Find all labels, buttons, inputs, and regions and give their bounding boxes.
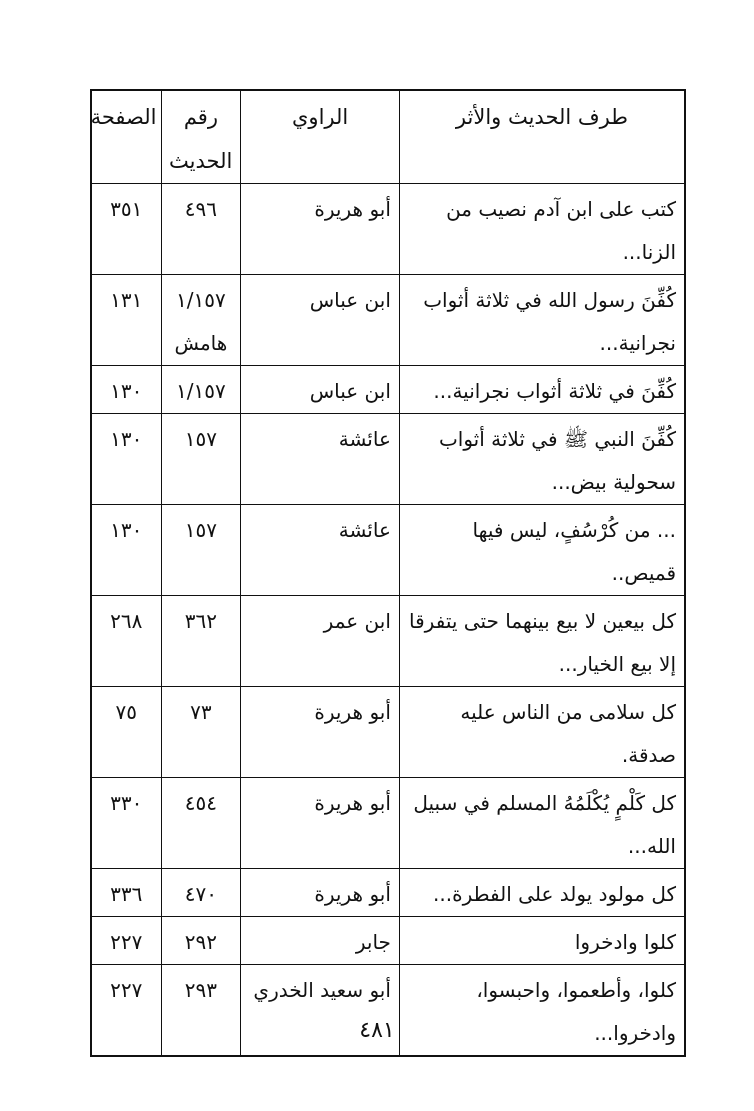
cell-hadith: كُفِّنَ النبي ﷺ في ثلاثة أثواب سحولية بيض...: [399, 414, 685, 505]
cell-rawi: ابن عباس: [241, 275, 400, 366]
cell-page: ٣٣٦: [91, 869, 161, 917]
cell-number: ٤٥٤: [161, 778, 241, 869]
table-header-row: [91, 90, 685, 184]
cell-rawi: جابر: [241, 917, 400, 965]
header-rawi: الراوي: [241, 90, 400, 184]
header-page: الصفحة: [91, 90, 161, 184]
cell-rawi: ابن عمر: [241, 596, 400, 687]
table-row: [91, 414, 685, 505]
cell-number: ٤٩٦: [161, 184, 241, 275]
cell-page: ١٣١: [91, 275, 161, 366]
header-number: رقم الحديث: [161, 90, 241, 184]
cell-hadith: كلوا، وأطعموا، واحبسوا، وادخروا...: [399, 965, 685, 1057]
cell-page: ١٣٠: [91, 505, 161, 596]
cell-page: ٢٢٧: [91, 965, 161, 1057]
cell-hadith: كل سلامى من الناس عليه صدقة.: [399, 687, 685, 778]
cell-rawi: أبو هريرة: [241, 778, 400, 869]
table-row: [91, 505, 685, 596]
cell-number: ٣٦٢: [161, 596, 241, 687]
cell-rawi: ابن عباس: [241, 366, 400, 414]
cell-page: ٢٦٨: [91, 596, 161, 687]
cell-page: ١٣٠: [91, 366, 161, 414]
index-table-container: [90, 89, 686, 1057]
cell-hadith: كل كَلْمٍ يُكْلَمُهُ المسلم في سبيل الله...: [399, 778, 685, 869]
cell-number: ١/١٥٧: [161, 366, 241, 414]
table-row: [91, 778, 685, 869]
hadith-index-table: [90, 89, 686, 1057]
cell-number: ٢٩٢: [161, 917, 241, 965]
table-row: [91, 596, 685, 687]
cell-hadith: كُفِّنَ في ثلاثة أثواب نجرانية...: [399, 366, 685, 414]
page-number: ٤٨١: [359, 1018, 395, 1043]
cell-page: ١٣٠: [91, 414, 161, 505]
cell-hadith: كل مولود يولد على الفطرة...: [399, 869, 685, 917]
cell-number: ١٥٧: [161, 414, 241, 505]
cell-hadith: كلوا وادخروا: [399, 917, 685, 965]
table-row: [91, 687, 685, 778]
cell-rawi: أبو هريرة: [241, 869, 400, 917]
cell-rawi: أبو سعيد الخدري: [241, 965, 400, 1057]
table-row: [91, 275, 685, 366]
cell-hadith: كُفِّنَ رسول الله في ثلاثة أثواب نجرانية...: [399, 275, 685, 366]
cell-rawi: أبو هريرة: [241, 687, 400, 778]
cell-page: ٧٥: [91, 687, 161, 778]
cell-rawi: عائشة: [241, 414, 400, 505]
cell-page: ٣٣٠: [91, 778, 161, 869]
cell-number: ٢٩٣: [161, 965, 241, 1057]
table-row: [91, 917, 685, 965]
header-hadith: طرف الحديث والأثر: [399, 90, 685, 184]
cell-page: ٣٥١: [91, 184, 161, 275]
cell-rawi: أبو هريرة: [241, 184, 400, 275]
cell-rawi: عائشة: [241, 505, 400, 596]
table-row: [91, 184, 685, 275]
cell-number: ٧٣: [161, 687, 241, 778]
cell-number: ٤٧٠: [161, 869, 241, 917]
cell-page: ٢٢٧: [91, 917, 161, 965]
cell-hadith: كتب على ابن آدم نصيب من الزنا...: [399, 184, 685, 275]
cell-number: ١/١٥٧ هامش: [161, 275, 241, 366]
table-row: [91, 366, 685, 414]
cell-hadith: ... من كُرْسُفٍ، ليس فيها قميص..: [399, 505, 685, 596]
table-row: [91, 869, 685, 917]
cell-number: ١٥٧: [161, 505, 241, 596]
cell-hadith: كل بيعين لا بيع بينهما حتى يتفرقا إلا بيع الخيار...: [399, 596, 685, 687]
